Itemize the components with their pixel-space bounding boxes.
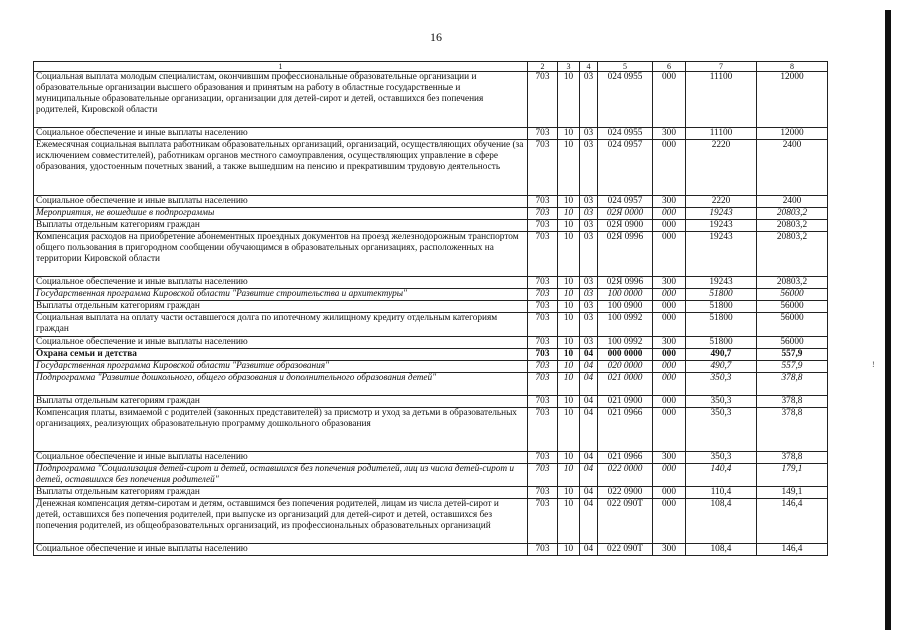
section-cell: 10 [558,196,580,208]
amount-cell: 12000 [757,72,828,128]
code-cell: 703 [528,452,558,464]
amount-cell: 51800 [686,313,757,337]
expense-type-cell: 000 [653,499,686,544]
expense-type-cell: 000 [653,487,686,499]
target-article-cell: 100 0992 [598,337,653,349]
item-name-cell: Подпрограмма "Социализация детей-сирот и детей, оставшихся без попечения родителей, лиц из числа детей-сирот и детей, оставшихся без попечения родителей" [34,464,528,487]
subsection-cell: 03 [580,208,598,220]
target-article-cell: 021 0966 [598,408,653,452]
target-article-cell: 024 0955 [598,128,653,140]
code-cell: 703 [528,337,558,349]
item-name-cell: Социальная выплата на оплату части оставшегося долга по ипотечному жилищному кредиту отдельным категориям граждан [34,313,528,337]
section-cell: 10 [558,301,580,313]
subsection-cell: 04 [580,349,598,361]
amount-cell: 19243 [686,208,757,220]
expense-type-cell: 000 [653,301,686,313]
item-name-cell: Социальное обеспечение и иные выплаты населению [34,128,528,140]
header-row [34,62,828,72]
expense-type-cell: 000 [653,408,686,452]
amount-cell: 19243 [686,277,757,289]
target-article-cell: 100 0900 [598,301,653,313]
amount-cell: 557,9 [757,349,828,361]
subsection-cell: 03 [580,277,598,289]
section-cell: 10 [558,289,580,301]
table-row [34,72,828,128]
section-cell: 10 [558,373,580,396]
code-cell: 703 [528,128,558,140]
page-number: 16 [430,30,442,44]
target-article-cell: 000 0000 [598,349,653,361]
section-cell: 10 [558,452,580,464]
section-cell: 10 [558,72,580,128]
target-article-cell: 02Я 0900 [598,220,653,232]
amount-cell: 146,4 [757,499,828,544]
expense-type-cell: 000 [653,396,686,408]
code-cell: 703 [528,72,558,128]
code-cell: 703 [528,361,558,373]
amount-cell: 51800 [686,301,757,313]
item-name-cell: Выплаты отдельным категориям граждан [34,396,528,408]
subsection-cell: 03 [580,72,598,128]
expense-type-cell: 300 [653,452,686,464]
amount-cell: 11100 [686,128,757,140]
table-row [34,544,828,556]
subsection-cell: 04 [580,499,598,544]
expense-type-cell: 000 [653,208,686,220]
subsection-cell: 03 [580,337,598,349]
amount-cell: 350,3 [686,408,757,452]
subsection-cell: 04 [580,373,598,396]
table-row [34,140,828,196]
table-row [34,220,828,232]
amount-cell: 20803,2 [757,277,828,289]
code-cell: 703 [528,301,558,313]
amount-cell: 20803,2 [757,208,828,220]
amount-cell: 378,8 [757,396,828,408]
amount-cell: 378,8 [757,452,828,464]
expense-type-cell: 000 [653,220,686,232]
table-row [34,128,828,140]
item-name-cell: Компенсация платы, взимаемой с родителей (законных представителей) за присмотр и уход за детьми в образовательных организациях, реализующих образовательную программу дошкольного образования [34,408,528,452]
expense-type-cell: 000 [653,140,686,196]
amount-cell: 12000 [757,128,828,140]
header-cell: 7 [686,62,757,72]
item-name-cell: Государственная программа Кировской области "Развитие образования" [34,361,528,373]
expense-type-cell: 000 [653,361,686,373]
table-row [34,349,828,361]
scan-edge-bar [885,10,891,630]
header-cell: 3 [558,62,580,72]
subsection-cell: 04 [580,544,598,556]
section-cell: 10 [558,487,580,499]
expense-type-cell: 000 [653,464,686,487]
header-cell: 6 [653,62,686,72]
item-name-cell: Мероприятия, не вошедшие в подпрограммы [34,208,528,220]
code-cell: 703 [528,396,558,408]
expense-type-cell: 000 [653,373,686,396]
subsection-cell: 03 [580,289,598,301]
code-cell: 703 [528,140,558,196]
target-article-cell: 022 0900 [598,487,653,499]
table-row [34,464,828,487]
item-name-cell: Подпрограмма "Развитие дошкольного, общего образования и дополнительного образования детей" [34,373,528,396]
target-article-cell: 02Я 0996 [598,277,653,289]
target-article-cell: 021 0900 [598,396,653,408]
amount-cell: 2400 [757,196,828,208]
code-cell: 703 [528,464,558,487]
header-cell: 5 [598,62,653,72]
code-cell: 703 [528,196,558,208]
section-cell: 10 [558,499,580,544]
item-name-cell: Выплаты отдельным категориям граждан [34,301,528,313]
table-row [34,301,828,313]
amount-cell: 51800 [686,337,757,349]
amount-cell: 557,9 [757,361,828,373]
expense-type-cell: 300 [653,337,686,349]
amount-cell: 350,3 [686,396,757,408]
expense-type-cell: 300 [653,544,686,556]
section-cell: 10 [558,464,580,487]
target-article-cell: 022 0000 [598,464,653,487]
amount-cell: 490,7 [686,349,757,361]
amount-cell: 56000 [757,337,828,349]
amount-cell: 179,1 [757,464,828,487]
subsection-cell: 03 [580,128,598,140]
amount-cell: 108,4 [686,544,757,556]
amount-cell: 110,4 [686,487,757,499]
table-row [34,313,828,337]
item-name-cell: Ежемесячная социальная выплата работникам образовательных организаций, организаций, осуществляющих обучение (за исключением совместителей), работникам органов местного самоуправления, осуществляющих управление в сфере образования, удостоенным почетных званий, а также вышедшим на пенсию и прекратившим трудовую деятельность [34,140,528,196]
item-name-cell: Социальное обеспечение и иные выплаты населению [34,452,528,464]
target-article-cell: 024 0957 [598,196,653,208]
code-cell: 703 [528,349,558,361]
item-name-cell: Социальное обеспечение и иные выплаты населению [34,544,528,556]
section-cell: 10 [558,220,580,232]
subsection-cell: 03 [580,140,598,196]
section-cell: 10 [558,408,580,452]
code-cell: 703 [528,313,558,337]
section-cell: 10 [558,128,580,140]
target-article-cell: 020 0000 [598,361,653,373]
item-name-cell: Денежная компенсация детям-сиротам и детям, оставшимся без попечения родителей, лицам из числа детей-сирот и детей, оставшихся без попечения родителей, при выпуске из организаций для детей-сирот и детей, оставшихся без попечения родителей, из общеобразовательных организаций, из профессиональных образовательных организаций [34,499,528,544]
code-cell: 703 [528,544,558,556]
table-row [34,396,828,408]
expense-type-cell: 300 [653,277,686,289]
amount-cell: 11100 [686,72,757,128]
section-cell: 10 [558,349,580,361]
code-cell: 703 [528,232,558,277]
amount-cell: 350,3 [686,452,757,464]
subsection-cell: 04 [580,464,598,487]
amount-cell: 56000 [757,289,828,301]
target-article-cell: 021 0000 [598,373,653,396]
section-cell: 10 [558,313,580,337]
target-article-cell: 100 0000 [598,289,653,301]
header-cell: 2 [528,62,558,72]
subsection-cell: 03 [580,232,598,277]
code-cell: 703 [528,277,558,289]
subsection-cell: 04 [580,396,598,408]
amount-cell: 350,3 [686,373,757,396]
table-row [34,196,828,208]
section-cell: 10 [558,361,580,373]
margin-mark: ! [872,360,875,369]
table-row [34,373,828,396]
item-name-cell: Выплаты отдельным категориям граждан [34,487,528,499]
amount-cell: 149,1 [757,487,828,499]
code-cell: 703 [528,408,558,452]
amount-cell: 19243 [686,232,757,277]
item-name-cell: Социальное обеспечение и иные выплаты населению [34,277,528,289]
subsection-cell: 03 [580,313,598,337]
code-cell: 703 [528,208,558,220]
expense-type-cell: 000 [653,232,686,277]
item-name-cell: Компенсация расходов на приобретение абонементных проездных документов на проезд железнодорожным транспортом общего пользования в пригородном сообщении обучающимся в образовательных организациях, расположенных на территории Кировской области [34,232,528,277]
section-cell: 10 [558,337,580,349]
item-name-cell: Выплаты отдельным категориям граждан [34,220,528,232]
amount-cell: 20803,2 [757,220,828,232]
code-cell: 703 [528,220,558,232]
target-article-cell: 100 0992 [598,313,653,337]
item-name-cell: Социальное обеспечение и иные выплаты населению [34,337,528,349]
section-cell: 10 [558,396,580,408]
section-cell: 10 [558,544,580,556]
amount-cell: 108,4 [686,499,757,544]
amount-cell: 2220 [686,196,757,208]
item-name-cell: Социальное обеспечение и иные выплаты населению [34,196,528,208]
table-row [34,361,828,373]
amount-cell: 51800 [686,289,757,301]
expense-type-cell: 300 [653,196,686,208]
code-cell: 703 [528,487,558,499]
amount-cell: 20803,2 [757,232,828,277]
amount-cell: 378,8 [757,408,828,452]
amount-cell: 490,7 [686,361,757,373]
expense-type-cell: 000 [653,289,686,301]
subsection-cell: 04 [580,361,598,373]
code-cell: 703 [528,499,558,544]
code-cell: 703 [528,289,558,301]
amount-cell: 140,4 [686,464,757,487]
table-row [34,408,828,452]
target-article-cell: 02Я 0996 [598,232,653,277]
table-row [34,232,828,277]
budget-table [33,61,828,556]
amount-cell: 2400 [757,140,828,196]
expense-type-cell: 000 [653,72,686,128]
target-article-cell: 02Я 0000 [598,208,653,220]
item-name-cell: Социальная выплата молодым специалистам, окончившим профессиональные образовательные организации и образовательные организации высшего образования и принятым на работу в областные государственные и муниципальные образовательные организации, организации для детей-сирот и детей, оставшихся без попечения родителей, Кировской области [34,72,528,128]
target-article-cell: 024 0957 [598,140,653,196]
header-cell: 4 [580,62,598,72]
item-name-cell: Охрана семьи и детства [34,349,528,361]
table-row [34,337,828,349]
expense-type-cell: 300 [653,128,686,140]
amount-cell: 2220 [686,140,757,196]
amount-cell: 146,4 [757,544,828,556]
amount-cell: 19243 [686,220,757,232]
expense-type-cell: 000 [653,349,686,361]
subsection-cell: 04 [580,487,598,499]
target-article-cell: 022 090Т [598,499,653,544]
subsection-cell: 03 [580,301,598,313]
section-cell: 10 [558,277,580,289]
table-row [34,499,828,544]
table-row [34,452,828,464]
table-row [34,289,828,301]
subsection-cell: 04 [580,408,598,452]
subsection-cell: 03 [580,220,598,232]
section-cell: 10 [558,140,580,196]
header-cell: 1 [34,62,528,72]
amount-cell: 56000 [757,313,828,337]
target-article-cell: 022 090Т [598,544,653,556]
expense-type-cell: 000 [653,313,686,337]
target-article-cell: 021 0966 [598,452,653,464]
table-row [34,487,828,499]
item-name-cell: Государственная программа Кировской области "Развитие строительства и архитектуры" [34,289,528,301]
amount-cell: 56000 [757,301,828,313]
amount-cell: 378,8 [757,373,828,396]
target-article-cell: 024 0955 [598,72,653,128]
section-cell: 10 [558,232,580,277]
table-row [34,208,828,220]
subsection-cell: 04 [580,452,598,464]
subsection-cell: 03 [580,196,598,208]
table-row [34,277,828,289]
header-cell: 8 [757,62,828,72]
code-cell: 703 [528,373,558,396]
section-cell: 10 [558,208,580,220]
